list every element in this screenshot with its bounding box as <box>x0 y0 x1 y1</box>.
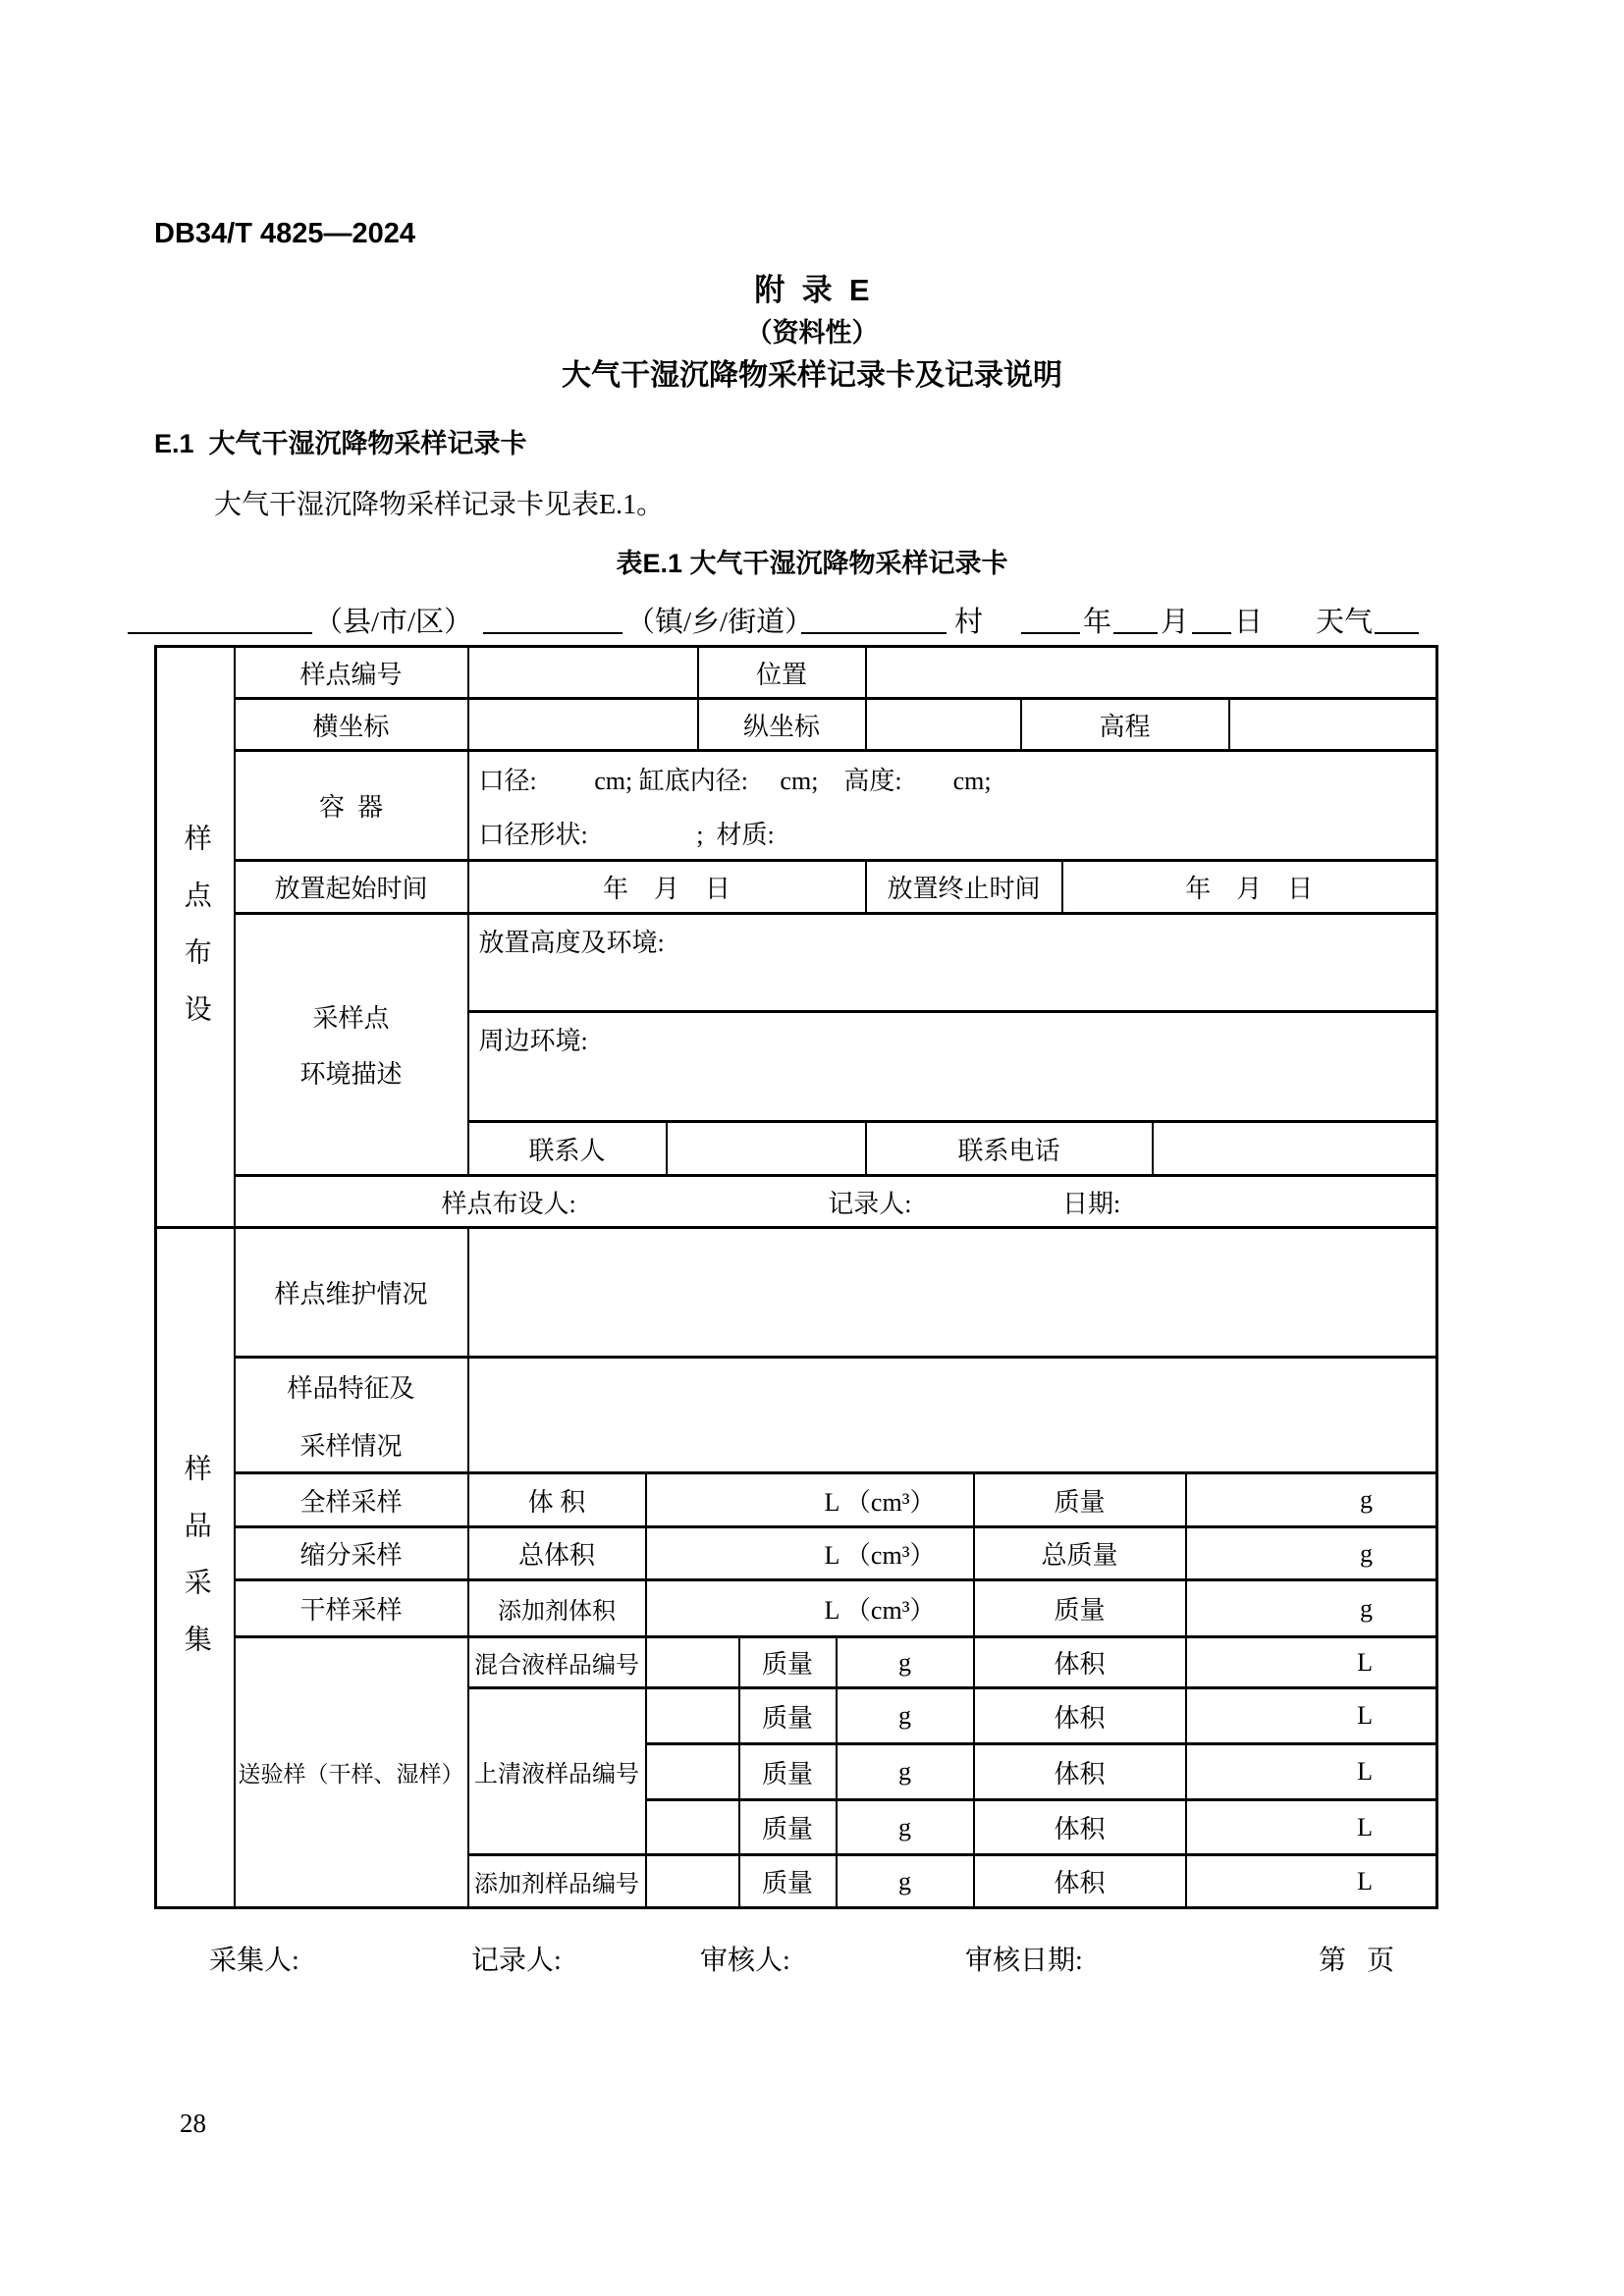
container-label: 容 器 <box>235 751 468 861</box>
start-time-blank: 年 月 日 <box>468 861 866 914</box>
mass-unit-cell: g <box>837 1800 974 1855</box>
feature-line2: 采样情况 <box>299 1431 403 1461</box>
volume-unit-cell: L （cm³） <box>646 1527 974 1580</box>
blank-cell <box>866 699 1021 751</box>
day-label: 日 <box>1234 607 1264 638</box>
section1-table <box>154 645 1438 1229</box>
deploy-recorder-label: 记录人: <box>828 1189 912 1218</box>
mass-label: 质量 <box>739 1855 837 1908</box>
env-desc-line2: 环境描述 <box>299 1060 403 1089</box>
mass-label: 质量 <box>974 1473 1186 1527</box>
volume-label: 体积 <box>974 1800 1186 1855</box>
additive-sample-no-label: 添加剂样品编号 <box>468 1855 646 1908</box>
town-label: （镇/乡/街道） <box>626 607 814 638</box>
volume-label: 体积 <box>974 1637 1186 1688</box>
mass-label: 质量 <box>974 1580 1186 1637</box>
mixed-sample-no-label: 混合液样品编号 <box>468 1637 646 1688</box>
section1-side-label: 样点布设 <box>180 823 211 1051</box>
section-heading: E.1 大气干湿沉降物采样记录卡 <box>154 429 527 458</box>
mass-unit-cell: g <box>1186 1580 1437 1637</box>
appendix-title: 附 录 E <box>754 273 870 307</box>
blank-cell <box>468 1358 1437 1473</box>
total-volume-label: 总体积 <box>468 1527 646 1580</box>
location-label: 位置 <box>698 647 866 699</box>
maintain-label: 样点维护情况 <box>235 1228 468 1358</box>
auditor-label: 审核人: <box>700 1946 790 1976</box>
doc-code: DB34/T 4825—2024 <box>154 218 415 249</box>
start-time-label: 放置起始时间 <box>235 861 468 914</box>
mass-unit-cell: g <box>837 1855 974 1908</box>
mass-label: 质量 <box>739 1688 837 1744</box>
mass-label: 质量 <box>739 1800 837 1855</box>
blank-cell <box>667 1122 866 1176</box>
env-desc-line1: 采样点 <box>312 1004 390 1033</box>
surround-env-cell: 周边环境: <box>468 1012 1437 1122</box>
section2-table <box>154 1226 1438 1909</box>
mass-unit-cell: g <box>1186 1527 1437 1580</box>
blank-cell <box>468 1228 1437 1358</box>
contact-label: 联系人 <box>468 1122 667 1176</box>
blank-line <box>1375 632 1419 634</box>
volume-unit-cell: L <box>1186 1744 1437 1800</box>
mass-label: 质量 <box>739 1637 837 1688</box>
volume-unit-cell: L <box>1186 1800 1437 1855</box>
volume-unit-cell: L <box>1186 1637 1437 1688</box>
volume-unit-cell: L <box>1186 1855 1437 1908</box>
blank-line <box>128 632 312 634</box>
supernatant-sample-no-label: 上清液样品编号 <box>468 1688 646 1855</box>
volume-unit-cell: L （cm³） <box>646 1580 974 1637</box>
additive-volume-label: 添加剂体积 <box>468 1580 646 1637</box>
whole-sample-label: 全样采样 <box>235 1473 468 1527</box>
page-blank-label: 第 页 <box>1319 1946 1395 1976</box>
blank-cell <box>646 1688 739 1744</box>
blank-line <box>483 632 623 634</box>
volume-unit-cell: L <box>1186 1688 1437 1744</box>
blank-cell <box>1229 699 1437 751</box>
blank-line <box>1021 632 1080 634</box>
blank-cell <box>1153 1122 1437 1176</box>
blank-cell <box>646 1637 739 1688</box>
blank-cell <box>646 1800 739 1855</box>
mass-unit-cell: g <box>1186 1473 1437 1527</box>
mass-unit-cell: g <box>837 1744 974 1800</box>
record-card-table <box>154 645 1438 1909</box>
deploy-date-label: 日期: <box>1061 1189 1121 1218</box>
deploy-person-label: 样点布设人: <box>441 1189 576 1218</box>
height-env-cell: 放置高度及环境: <box>468 914 1437 1012</box>
blank-cell <box>468 699 698 751</box>
village-label: 村 <box>954 607 984 638</box>
blank-cell <box>468 647 698 699</box>
blank-line <box>801 632 947 634</box>
signature-line <box>0 1939 1624 1978</box>
blank-line <box>1192 632 1231 634</box>
month-label: 月 <box>1161 607 1190 638</box>
total-mass-label: 总质量 <box>974 1527 1186 1580</box>
recorder-label: 记录人: <box>471 1946 562 1976</box>
side-label-cell <box>156 647 235 1228</box>
blank-line <box>1113 632 1158 634</box>
mass-unit-cell: g <box>837 1688 974 1744</box>
body-text: 大气干湿沉降物采样记录卡见表E.1。 <box>214 490 665 520</box>
dry-sample-label: 干样采样 <box>235 1580 468 1637</box>
blank-cell <box>646 1855 739 1908</box>
end-time-blank: 年 月 日 <box>1062 861 1437 914</box>
sample-no-label: 样点编号 <box>235 647 468 699</box>
appendix-subtitle: （资料性） <box>745 318 879 347</box>
feature-label <box>235 1358 468 1473</box>
container-detail-cell <box>468 751 1437 861</box>
section2-side-label: 样品采集 <box>180 1454 211 1682</box>
reduced-sample-label: 缩分采样 <box>235 1527 468 1580</box>
side-label-cell <box>156 1228 235 1908</box>
county-label: （县/市/区） <box>314 607 473 638</box>
fill-in-line <box>0 597 1624 640</box>
y-coord-label: 纵坐标 <box>698 699 866 751</box>
feature-line1: 样品特征及 <box>287 1373 415 1403</box>
appendix-main-title: 大气干湿沉降物采样记录卡及记录说明 <box>562 359 1062 392</box>
mass-unit-cell: g <box>837 1637 974 1688</box>
blank-cell <box>646 1744 739 1800</box>
deploy-signature-row <box>235 1176 1437 1228</box>
page-number: 28 <box>180 2109 206 2138</box>
volume-unit-cell: L （cm³） <box>646 1473 974 1527</box>
blank-cell <box>866 647 1437 699</box>
env-desc-label <box>235 914 468 1176</box>
container-line2: 口径形状: ; 材质: <box>478 820 775 849</box>
contact-phone-label: 联系电话 <box>866 1122 1153 1176</box>
x-coord-label: 横坐标 <box>235 699 468 751</box>
end-time-label: 放置终止时间 <box>866 861 1062 914</box>
year-label: 年 <box>1083 607 1112 638</box>
collector-label: 采集人: <box>209 1946 299 1976</box>
delivery-label: 送验样（干样、湿样） <box>235 1637 468 1908</box>
weather-label: 天气 <box>1316 607 1374 638</box>
volume-label: 体积 <box>974 1688 1186 1744</box>
volume-item-label: 体 积 <box>468 1473 646 1527</box>
elevation-label: 高程 <box>1021 699 1229 751</box>
volume-label: 体积 <box>974 1744 1186 1800</box>
container-line1: 口径: cm; 缸底内径: cm; 高度: cm; <box>478 766 992 795</box>
audit-date-label: 审核日期: <box>965 1946 1083 1976</box>
table-caption: 表E.1 大气干湿沉降物采样记录卡 <box>616 549 1008 578</box>
volume-label: 体积 <box>974 1855 1186 1908</box>
mass-label: 质量 <box>739 1744 837 1800</box>
